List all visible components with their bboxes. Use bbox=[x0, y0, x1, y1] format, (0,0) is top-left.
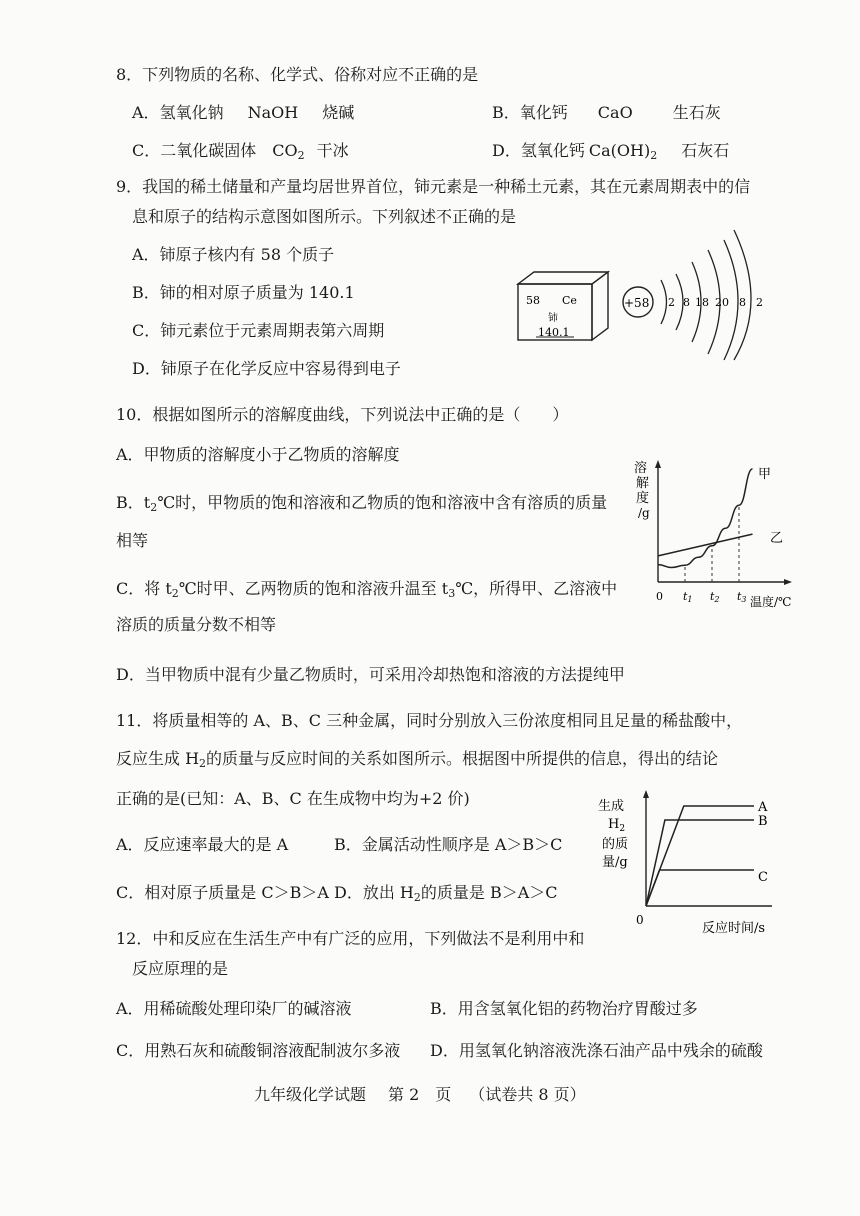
atom-structure bbox=[623, 230, 763, 360]
card-name: 铈 bbox=[548, 313, 558, 324]
q11-option-b: B．金属活动性顺序是 A＞B＞C bbox=[334, 835, 563, 854]
solubility-chart bbox=[630, 458, 810, 618]
hydrogen-mass-chart bbox=[596, 786, 796, 936]
q12-stem-2: 反应原理的是 bbox=[132, 959, 229, 978]
y-label-3: 的质 bbox=[602, 837, 629, 852]
q10-option-c-line2: 溶质的质量分数不相等 bbox=[116, 615, 277, 634]
series-yi-label: 乙 bbox=[770, 531, 784, 546]
x-tick-t1: t1 bbox=[683, 590, 693, 604]
q10-option-b-line2: 相等 bbox=[116, 531, 149, 550]
y-label-2: $H_2$ bbox=[608, 817, 626, 834]
series-c-label: C bbox=[758, 870, 768, 885]
q12-stem-1: 12．中和反应在生活生产中有广泛的应用，下列做法不是利用中和 bbox=[116, 929, 585, 948]
q11-stem-3: 正确的是(已知：A、B、C 在生成物中均为+2 价) bbox=[116, 789, 470, 808]
shell-6: 2 bbox=[756, 296, 763, 309]
q10-option-b-line1: B．$t_2℃$时，甲物质的饱和溶液和乙物质的饱和溶液中含有溶质的质量 bbox=[116, 493, 608, 514]
x-tick-t2: t2 bbox=[710, 590, 720, 604]
card-atomic-number: 58 bbox=[526, 294, 540, 307]
y-label-1: 生成 bbox=[598, 799, 625, 814]
q11-option-a: A．反应速率最大的是 A bbox=[116, 835, 289, 854]
x-axis-label: 反应时间/s bbox=[702, 921, 766, 936]
q12-option-d: D．用氢氧化钠溶液洗涤石油产品中残余的硫酸 bbox=[430, 1041, 763, 1060]
q9-option-a: A．铈原子核内有 58 个质子 bbox=[132, 245, 335, 264]
shell-3: 18 bbox=[695, 296, 709, 309]
footer bbox=[254, 1084, 586, 1106]
q12-option-a: A．用稀硫酸处理印染厂的碱溶液 bbox=[116, 999, 352, 1018]
q8-option-a: A．氢氧化钠 NaOH 烧碱 bbox=[132, 103, 355, 122]
q9-stem-2: 息和原子的结构示意图如图所示。下列叙述不正确的是 bbox=[132, 207, 517, 226]
q12-option-b: B．用含氢氧化铝的药物治疗胃酸过多 bbox=[430, 999, 698, 1018]
shell-5: 8 bbox=[739, 296, 746, 309]
q8-option-d: D．氢氧化钙 $Ca(OH)_2$ 石灰石 bbox=[492, 141, 730, 162]
series-a-line bbox=[646, 806, 754, 906]
series-a-label: A bbox=[758, 800, 768, 815]
y-label-4: /g bbox=[638, 506, 650, 520]
q8-option-c: C．二氧化碳固体 $CO_2$ 干冰 bbox=[132, 141, 349, 162]
x-tick-0: 0 bbox=[636, 913, 644, 927]
x-tick-t3: t3 bbox=[737, 590, 747, 604]
series-c-line bbox=[646, 870, 754, 906]
q9-option-c: C．铈元素位于元素周期表第六周期 bbox=[132, 321, 385, 340]
x-tick-0: 0 bbox=[656, 590, 663, 603]
y-label-2: 解 bbox=[636, 476, 650, 491]
y-label-3: 度 bbox=[636, 491, 650, 506]
q9-stem-1: 9．我国的稀土储量和产量均居世界首位，铈元素是一种稀土元素，其在元素周期表中的信 bbox=[116, 177, 751, 196]
q9-option-d: D．铈原子在化学反应中容易得到电子 bbox=[132, 359, 401, 378]
element-card bbox=[518, 272, 608, 340]
q11-stem-2: 反应生成 $H_2$的质量与反应时间的关系如图所示。根据图中所提供的信息，得出的结论 bbox=[116, 749, 719, 770]
shell-2: 8 bbox=[683, 296, 690, 309]
y-label-4: 量/g bbox=[602, 855, 628, 870]
series-b-label: B bbox=[758, 814, 768, 829]
footer-total: （试卷共 8 页） bbox=[469, 1085, 586, 1104]
q10-option-c-line1: C．将 $t_2℃$时甲、乙两物质的饱和溶液升温至 $t_3℃$，所得甲、乙溶液中 bbox=[116, 579, 618, 600]
card-symbol: Ce bbox=[562, 294, 577, 307]
q8-option-b: B．氧化钙 CaO 生石灰 bbox=[492, 103, 721, 122]
nucleus-charge: +58 bbox=[624, 296, 650, 310]
q8-stem: 8．下列物质的名称、化学式、俗称对应不正确的是 bbox=[116, 65, 479, 84]
shell-1: 2 bbox=[668, 296, 675, 309]
cerium-diagram bbox=[510, 222, 800, 362]
q9-option-b: B．铈的相对原子质量为 140.1 bbox=[132, 283, 355, 302]
card-mass: 140.1 bbox=[538, 326, 570, 339]
q10-option-d: D．当甲物质中混有少量乙物质时，可采用冷却热饱和溶液的方法提纯甲 bbox=[116, 665, 625, 684]
x-axis-label: 温度/℃ bbox=[750, 595, 792, 609]
q12-option-c: C．用熟石灰和硫酸铜溶液配制波尔多液 bbox=[116, 1041, 401, 1060]
series-jia-label: 甲 bbox=[758, 467, 772, 482]
q11-option-d: D．放出 $H_2$的质量是 B＞A＞C bbox=[334, 883, 558, 904]
q10-option-a: A．甲物质的溶解度小于乙物质的溶解度 bbox=[116, 445, 400, 464]
q10-stem: 10．根据如图所示的溶解度曲线，下列说法中正确的是（ ） bbox=[116, 405, 569, 424]
q11-option-c: C．相对原子质量是 C＞B＞A bbox=[116, 883, 329, 902]
shell-4: 20 bbox=[715, 296, 729, 309]
footer-title: 九年级化学试题 bbox=[254, 1085, 367, 1104]
footer-page: 第 2 页 bbox=[388, 1085, 452, 1104]
y-label-1: 溶 bbox=[634, 461, 648, 476]
q11-stem-1: 11．将质量相等的 A、B、C 三种金属，同时分别放入三份浓度相同且足量的稀盐酸中， bbox=[116, 711, 743, 730]
